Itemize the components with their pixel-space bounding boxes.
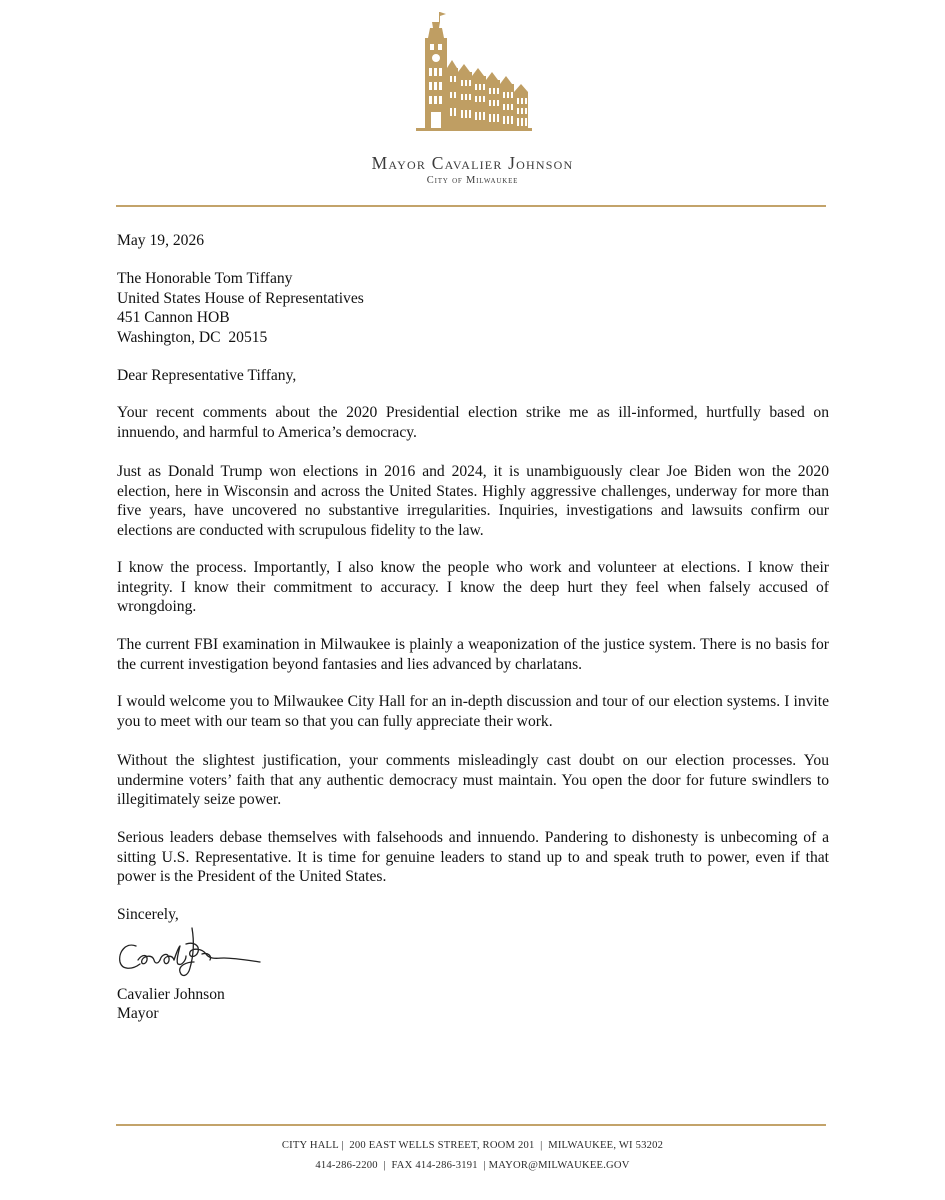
body-paragraph [117,462,829,540]
header-divider [116,205,826,207]
letterhead-name: Mayor Cavalier Johnson [371,153,574,173]
paragraph-text: Just as Donald Trump won elections in 2016 and 2024, it is unambiguously clear Joe Biden won the 2020 election, here in Wisconsin and across the United States. Highly aggressive challenges, underway for more than five years, have uncovered no substantive irregularities. Inquiries, investigations and lawsuits confirm our elections are conducted with scrupulous fidelity to the law. [117,463,829,539]
city-hall-icon [408,10,536,140]
address-line: United States House of Representatives [117,289,364,307]
paragraph-text: Serious leaders debase themselves with falsehoods and innuendo. Pandering to dishonesty is unbecoming of a sitting U.S. Representative. It is time for genuine leaders to stand up to and speak truth to power, even if that power is the President of the United States. [117,829,829,885]
footer-address-text: CITY HALL | 200 EAST WELLS STREET, ROOM 201 | MILWAUKEE, WI 53202 [281,1140,664,1151]
body-paragraph [117,751,829,810]
signer-title: Mayor [117,1005,159,1022]
paragraph-text: I would welcome you to Milwaukee City Hall for an in-depth discussion and tour of our election systems. I invite you to meet with our team so that you can fully appreciate their work. [117,693,829,730]
paragraph-text: Without the slightest justification, your comments misleadingly cast doubt on our election processes. You undermine voters’ faith that any authentic democracy must maintain. You open the door for future swindlers to illegitimately seize power. [117,752,829,808]
address-line: 451 Cannon HOB [117,309,230,326]
body-paragraph [117,558,829,617]
body-paragraph [117,692,829,731]
footer-contact [0,1160,945,1171]
footer-contact-text: 414-286-2200 | FAX 414-286-3191 | MAYOR@MILWAUKEE.GOV [315,1160,630,1171]
body-paragraph [117,828,829,887]
footer-divider [116,1124,826,1126]
paragraph-text: Your recent comments about the 2020 Presidential election strike me as ill-informed, hurtfully based on innuendo, and harmful to America’s democracy. [117,404,829,441]
signer-name: Cavalier Johnson [117,986,225,1003]
footer-address [0,1140,945,1151]
paragraph-text: I know the process. Importantly, I also know the people who work and volunteer at elections. I know their integrity. I know their commitment to accuracy. I know the deep hurt they feel when falsely accused of wrongdoing. [117,559,829,615]
address-line: The Honorable Tom Tiffany [117,270,293,287]
letterhead-subtitle: City of Milwaukee [426,175,519,186]
letter-date: May 19, 2026 [117,232,205,249]
recipient-address [117,269,829,347]
salutation: Dear Representative Tiffany, [117,367,297,384]
address-line: Washington, DC 20515 [117,328,268,346]
paragraph-text: The current FBI examination in Milwaukee is plainly a weaponization of the justice system. There is no basis for the current investigation beyond fantasies and lies advanced by charlatans. [117,636,829,673]
body-paragraph [117,403,829,442]
closing: Sincerely, [117,906,179,923]
body-paragraph [117,635,829,674]
signature-image [114,924,274,984]
